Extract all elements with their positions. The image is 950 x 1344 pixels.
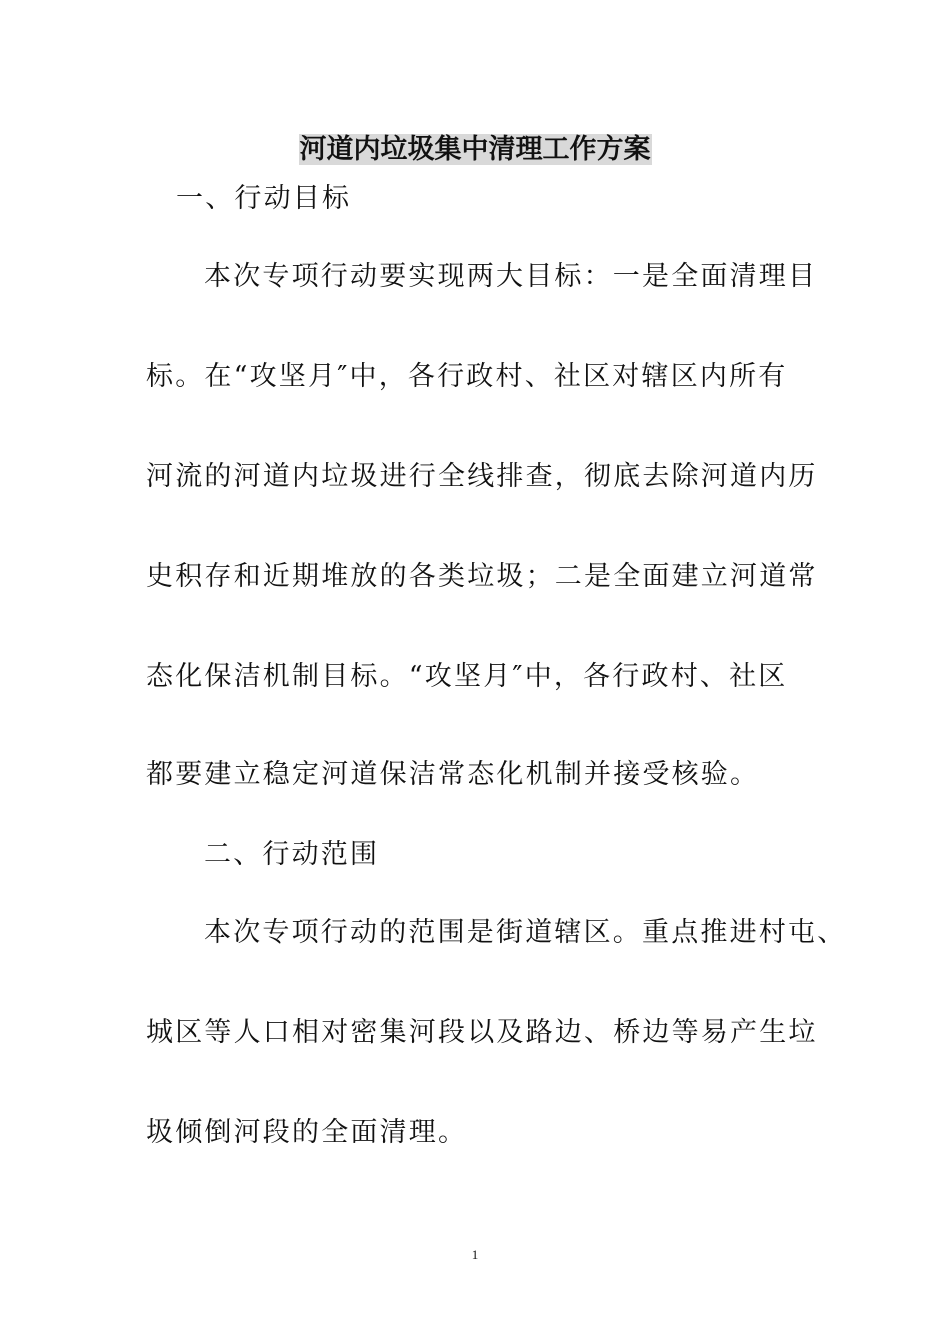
paragraph-line: 态化保洁机制目标。“攻坚月″中，各行政村、社区 xyxy=(146,661,788,692)
paragraph-line: 本次专项行动的范围是街道辖区。重点推进村屯、 xyxy=(204,917,847,948)
paragraph-line: 本次专项行动要实现两大目标：一是全面清理目 xyxy=(204,261,818,292)
paragraph-line: 标。在“攻坚月″中，各行政村、社区对辖区内所有 xyxy=(146,361,788,392)
paragraph-line: 都要建立稳定河道保洁常态化机制并接受核验。 xyxy=(146,759,760,790)
paragraph-line: 河流的河道内垃圾进行全线排查，彻底去除河道内历 xyxy=(146,461,818,492)
paragraph-line: 城区等人口相对密集河段以及路边、桥边等易产生垃 xyxy=(146,1017,818,1048)
section-heading-goals: 一、行动目标 xyxy=(176,183,352,214)
document-title-text: 河道内垃圾集中清理工作方案 xyxy=(299,134,651,165)
document-title xyxy=(0,132,950,168)
section-heading-scope: 二、行动范围 xyxy=(204,839,380,870)
page-number: 1 xyxy=(471,1247,479,1262)
paragraph-line: 史积存和近期堆放的各类垃圾；二是全面建立河道常 xyxy=(146,561,818,592)
paragraph-line: 圾倾倒河段的全面清理。 xyxy=(146,1117,468,1148)
